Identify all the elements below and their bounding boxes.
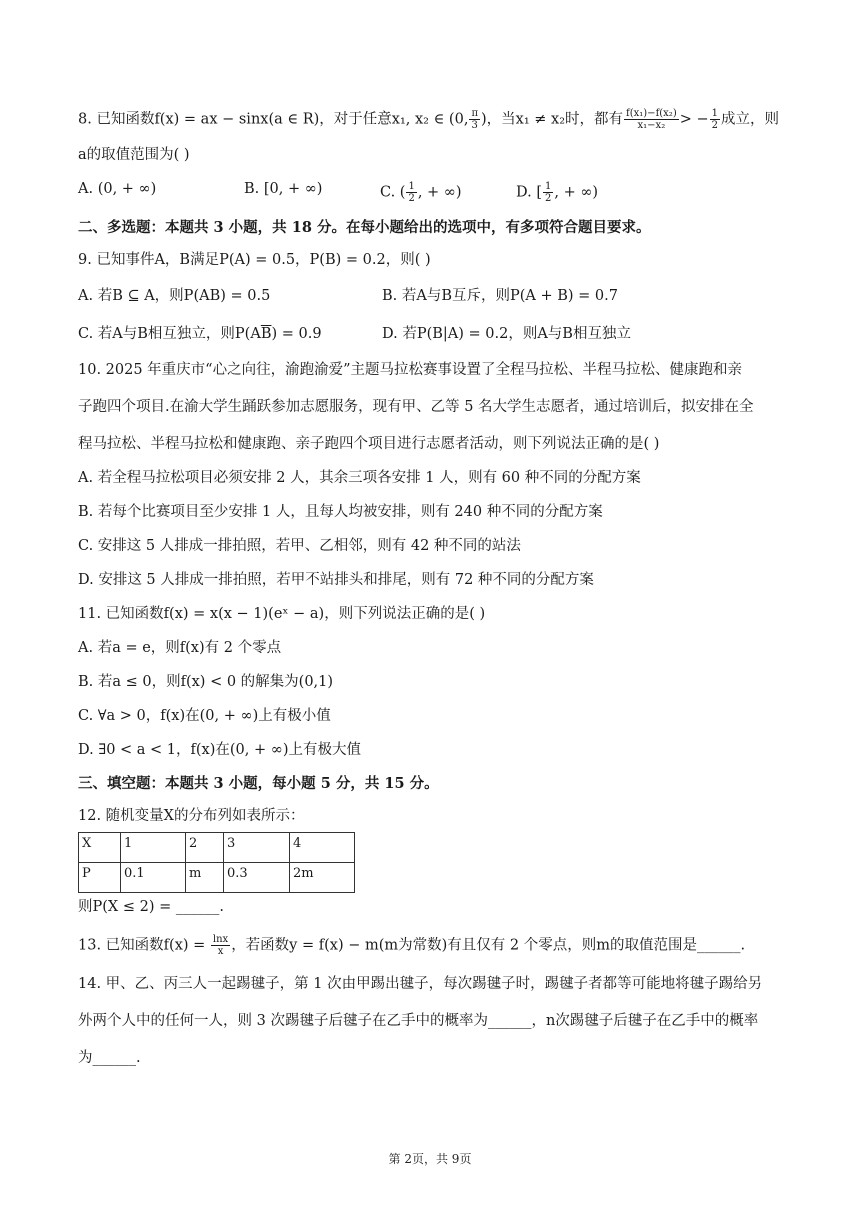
q8-text: 成立，则 [721,111,780,128]
section-2-heading: 二、多选题：本题共 3 小题，共 18 分。在每小题给出的选项中，有多项符合题目要求。 [78,219,651,236]
q14-stem-line3: 为______. [78,1050,141,1066]
q8-stem-line1 [78,108,784,131]
q9-options-row2 [78,322,784,343]
q9-option-a[interactable]: A. 若B ⊆ A，则P(AB) = 0.5 [78,288,271,304]
q11-option-c[interactable]: C. ∀a > 0，f(x)在(0, + ∞)上有极小值 [78,708,331,724]
table-cell: 0.3 [224,863,290,893]
q10-option-b[interactable]: B. 若每个比赛项目至少安排 1 人，且每人均被安排，则有 240 种不同的分配方案 [78,504,603,520]
q8-option-a[interactable]: A. (0, + ∞) [78,181,157,197]
q12-stem: 12. 随机变量X的分布列如表所示： [78,808,305,824]
q8-option-d[interactable]: D. [ $\frac{1}{2}$ , + ∞) [516,181,599,204]
q8-text: > − [679,111,709,128]
table-cell: 1 [121,833,186,863]
q8-stem-line2: a的取值范围为( ) [78,147,190,163]
q10-option-c[interactable]: C. 安排这 5 人排成一排拍照，若甲、乙相邻，则有 42 种不同的站法 [78,538,521,554]
table-row [79,833,355,863]
q11-option-d[interactable]: D. ∃0 < a < 1，f(x)在(0, + ∞)上有极大值 [78,742,361,758]
table-cell: 3 [224,833,290,863]
q10-stem-line2: 子跑四个项目.在渝大学生踊跃参加志愿服务，现有甲、乙等 5 名大学生志愿者，通过培训后，拟安排在全 [78,399,754,415]
distribution-table [78,832,355,893]
page-content [78,108,784,1068]
table-cell: 4 [290,833,355,863]
q9-option-b[interactable]: B. 若A与B互斥，则P(A + B) = 0.7 [382,288,618,304]
one-half-fraction: $\frac{1}{2}$ [711,108,719,131]
q8-options [78,181,784,204]
q9-option-d[interactable]: D. 若P(B|A) = 0.2，则A与B相互独立 [382,326,631,342]
q13-stem: 13. 已知函数f(x) = $\frac{\ln x}{x}$ ，若函数y = f(x) − m(m为常数)有且仅有 2 个零点，则m的取值范围是______. [78,934,746,957]
q10-option-a[interactable]: A. 若全程马拉松项目必须安排 2 人，其余三项各安排 1 人，则有 60 种不同的分配方案 [78,470,641,486]
q11-stem: 11. 已知函数f(x) = x(x − 1)(eˣ − a)，则下列说法正确的是( ) [78,606,486,622]
table-cell: X [79,833,121,863]
table-cell: 2m [290,863,355,893]
q8-option-c[interactable]: C. ( $\frac{1}{2}$ , + ∞) [380,181,462,204]
q9-stem: 9. 已知事件A，B满足P(A) = 0.5，P(B) = 0.2，则( ) [78,252,431,268]
q14-stem-line1: 14. 甲、乙、丙三人一起踢毽子，第 1 次由甲踢出毽子，每次踢毽子时，踢毽子者都等可能地将毽子踢给另 [78,976,763,992]
table-row [79,863,355,893]
q8-text: 8. 已知函数f(x) = ax − sinx(a ∈ R)，对于任意x₁, x₂ ∈ (0, [78,111,469,128]
q8-option-b[interactable]: B. [0, + ∞) [244,181,323,197]
page-footer: 第 2页，共 9页 [388,1152,472,1166]
q10-option-d[interactable]: D. 安排这 5 人排成一排拍照，若甲不站排头和排尾，则有 72 种不同的分配方案 [78,572,594,588]
q14-stem-line2: 外两个人中的任何一人，则 3 次踢毽子后毽子在乙手中的概率为______，n次踢毽子后毽子在乙手中的概率 [78,1013,759,1029]
table-cell: 0.1 [121,863,186,893]
section-3-heading: 三、填空题：本题共 3 小题，每小题 5 分，共 15 分。 [78,775,439,792]
table-cell: 2 [186,833,224,863]
q9-options-row1 [78,284,784,305]
q10-stem-line3: 程马拉松、半程马拉松和健康跑、亲子跑四个项目进行志愿者活动，则下列说法正确的是( ) [78,436,660,452]
difference-quotient-fraction: $\frac{\text{f(x₁)−f(x₂)}}{\text{x₁−x₂}}$ [626,108,677,131]
q11-option-b[interactable]: B. 若a ≤ 0，则f(x) < 0 的解集为(0,1) [78,674,334,690]
table-cell: m [186,863,224,893]
q8-text: )，当x₁ ≠ x₂时，都有 [481,111,624,128]
lnx-over-x-fraction: $\frac{\ln x}{x}$ [212,934,229,957]
table-cell: P [79,863,121,893]
q9-option-c[interactable]: C. 若A与B相互独立，则$P(A\overline{B}) = 0.9$ [78,326,322,342]
q12-answer-blank: 则P(X ≤ 2) = ______. [78,899,224,915]
q10-stem-line1: 10. 2025 年重庆市“心之向往，渝跑渝爱”主题马拉松赛事设置了全程马拉松、半程马拉松、健康跑和亲 [78,362,743,378]
q11-option-a[interactable]: A. 若a = e，则f(x)有 2 个零点 [78,640,282,656]
pi-over-3-fraction: $\frac{\pi}{3}$ [471,108,479,131]
